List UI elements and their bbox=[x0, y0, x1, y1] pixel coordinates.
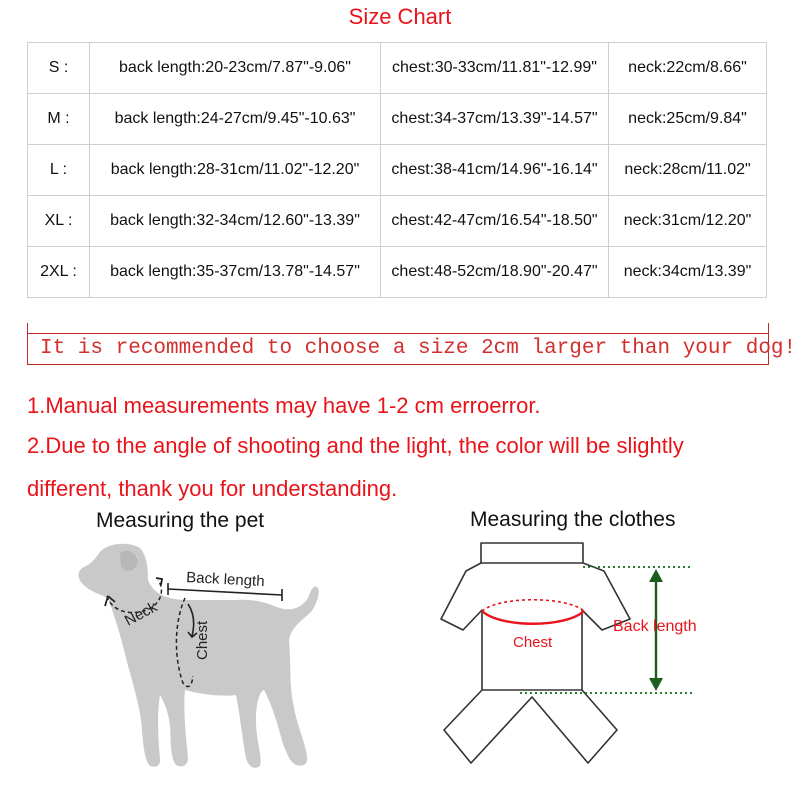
clothes-diagram-title: Measuring the clothes bbox=[470, 508, 676, 531]
banner-tick-right bbox=[768, 323, 769, 333]
chest-cell: chest:48-52cm/18.90"-20.47" bbox=[381, 247, 609, 298]
dog-measurement-illustration bbox=[60, 535, 330, 790]
note-line-3: different, thank you for understanding. bbox=[27, 476, 398, 501]
back-length-arrow-head-up bbox=[649, 569, 663, 582]
neck-cell: neck:34cm/13.39" bbox=[609, 247, 767, 298]
back-length-cell: back length:28-31cm/11.02"-12.20" bbox=[90, 145, 381, 196]
clothes-back-length-label: Back length bbox=[613, 618, 697, 635]
size-cell: XL : bbox=[28, 196, 90, 247]
table-row bbox=[28, 43, 767, 94]
note-line-1: 1.Manual measurements may have 1-2 cm erroerror. bbox=[27, 393, 541, 418]
size-cell: M : bbox=[28, 94, 90, 145]
back-length-cell: back length:35-37cm/13.78"-14.57" bbox=[90, 247, 381, 298]
neck-cell: neck:25cm/9.84" bbox=[609, 94, 767, 145]
pet-diagram-title: Measuring the pet bbox=[96, 509, 265, 532]
neck-cell: neck:31cm/12.20" bbox=[609, 196, 767, 247]
back-length-cell: back length:32-34cm/12.60"-13.39" bbox=[90, 196, 381, 247]
neck-cell: neck:22cm/8.66" bbox=[609, 43, 767, 94]
table-row bbox=[28, 94, 767, 145]
table-row bbox=[28, 247, 767, 298]
back-length-cell: back length:20-23cm/7.87"-9.06" bbox=[90, 43, 381, 94]
back-length-line bbox=[168, 589, 282, 595]
chest-cell: chest:30-33cm/11.81"-12.99" bbox=[381, 43, 609, 94]
neck-cell: neck:28cm/11.02" bbox=[609, 145, 767, 196]
back-length-arrow-head-down bbox=[649, 678, 663, 691]
table-row bbox=[28, 145, 767, 196]
garment-outline bbox=[441, 543, 630, 763]
size-cell: 2XL : bbox=[28, 247, 90, 298]
clothes-chest-label: Chest bbox=[513, 634, 553, 651]
size-cell: S : bbox=[28, 43, 90, 94]
back-length-cell: back length:24-27cm/9.45"-10.63" bbox=[90, 94, 381, 145]
table-row bbox=[28, 196, 767, 247]
clothes-measurement-illustration bbox=[435, 535, 725, 775]
size-cell: L : bbox=[28, 145, 90, 196]
neck-arrow-head bbox=[156, 578, 162, 585]
neck-label: Neck bbox=[121, 598, 161, 630]
banner-tick-left bbox=[27, 323, 28, 333]
size-table bbox=[27, 42, 767, 298]
recommendation-banner: It is recommended to choose a size 2cm larger than your dog! bbox=[27, 333, 769, 365]
chest-cell: chest:38-41cm/14.96"-16.14" bbox=[381, 145, 609, 196]
chest-label: Chest bbox=[194, 620, 211, 660]
page-title: Size Chart bbox=[348, 4, 452, 29]
back-length-label: Back length bbox=[185, 569, 265, 591]
note-line-2: 2.Due to the angle of shooting and the light, the color will be slightly bbox=[27, 433, 684, 458]
chest-cell: chest:34-37cm/13.39"-14.57" bbox=[381, 94, 609, 145]
chest-cell: chest:42-47cm/16.54"-18.50" bbox=[381, 196, 609, 247]
